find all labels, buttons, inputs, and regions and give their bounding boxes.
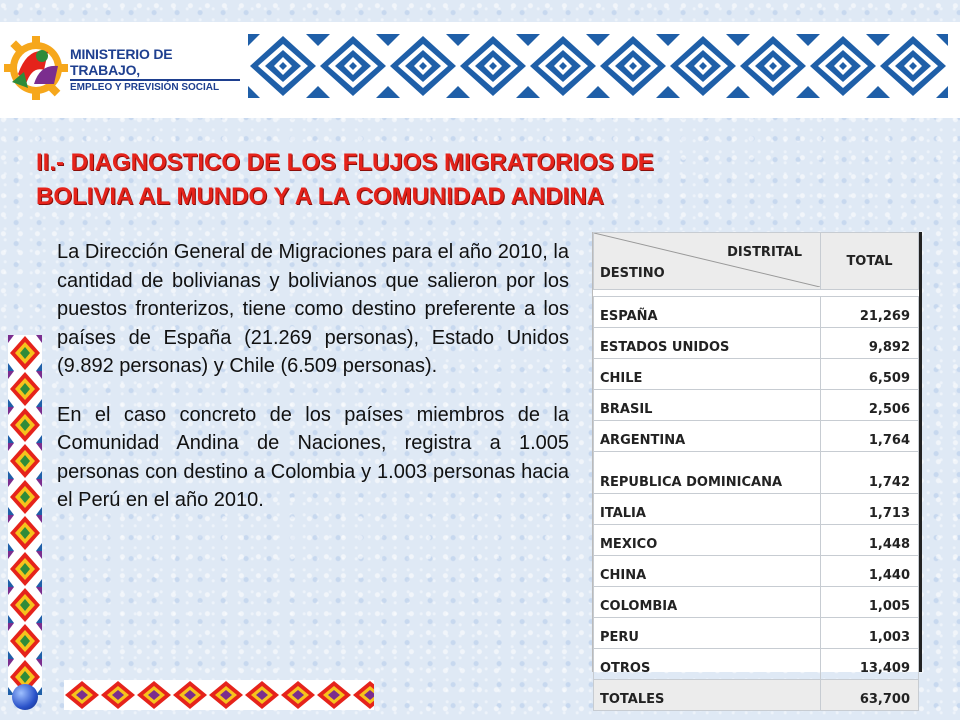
- logo-text: [70, 46, 240, 94]
- title-line1: II.- DIAGNOSTICO DE LOS FLUJOS MIGRATORIOS DE: [36, 149, 654, 176]
- title-line2: BOLIVIA AL MUNDO Y A LA COMUNIDAD ANDINA: [36, 183, 604, 210]
- table-row: BRASIL 2,506: [594, 390, 919, 421]
- table-row: ESTADOS UNIDOS 9,892: [594, 328, 919, 359]
- logo-line1: MINISTERIO DE TRABAJO,: [70, 46, 173, 79]
- header-destino-distrital: [594, 233, 821, 290]
- ministry-logo: [4, 26, 244, 110]
- table-row: ARGENTINA 1,764: [594, 421, 919, 452]
- table-row: CHINA 1,440: [594, 556, 919, 587]
- table-row: COLOMBIA 1,005: [594, 587, 919, 618]
- blue-orb-icon: [12, 684, 38, 710]
- table-row: OTROS 13,409: [594, 649, 919, 680]
- table-row: REPUBLICA DOMINICANA 1,742: [594, 452, 919, 494]
- woven-strip-bottom: [64, 680, 374, 710]
- table-totals-row: TOTALES 63,700: [594, 680, 919, 711]
- table-row: ITALIA 1,713: [594, 494, 919, 525]
- table-row: CHILE 6,509: [594, 359, 919, 390]
- logo-line2: EMPLEO Y PREVISIÓN SOCIAL: [70, 79, 240, 94]
- header-total: TOTAL: [821, 233, 919, 290]
- andean-pattern-banner: [248, 34, 948, 98]
- table-row: PERU 1,003: [594, 618, 919, 649]
- body-text: [57, 238, 569, 535]
- table-row: MEXICO 1,448: [594, 525, 919, 556]
- woven-strip-left: [8, 335, 42, 695]
- paragraph-1: La Dirección General de Migraciones para el año 2010, la cantidad de bolivianas y bolivianos que salieron por los puestos fronterizos, tiene como destino preferente a los países de España (21.269 personas), Estado Unidos (9.892 personas) y Chile (6.509 personas).: [57, 241, 569, 377]
- gear-emblem-icon: [4, 26, 70, 110]
- header-destino: DESTINO: [600, 266, 665, 281]
- header-distrital: DISTRITAL: [727, 245, 802, 260]
- migration-table: [592, 232, 922, 707]
- slide-title: [36, 146, 916, 214]
- paragraph-2: En el caso concreto de los países miembros de la Comunidad Andina de Naciones, registra a 1.005 personas con destino a Colombia y 1.003 personas hacia el Perú en el año 2010.: [57, 403, 569, 511]
- table-header-row: [594, 233, 919, 290]
- table-row: ESPAÑA 21,269: [594, 297, 919, 328]
